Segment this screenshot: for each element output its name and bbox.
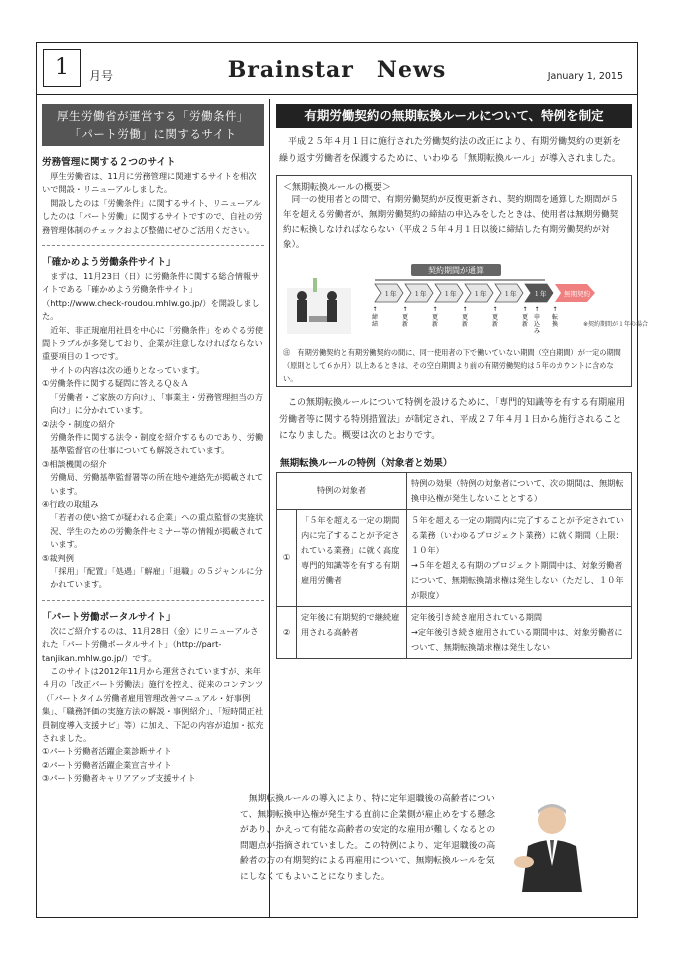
table-cell: 「５年を超える一定の期間内に完了することが予定されている業務」に就く高度専門的知識等を有する有期雇用労働者 (297, 509, 407, 606)
section-title: 「確かめよう労働条件サイト」 (42, 257, 176, 269)
hand (514, 856, 534, 868)
list-item-detail: 労働局、労働基準監督署等の所在地や連絡先が掲載されています。 (50, 472, 264, 496)
issue-month: 月号 (89, 69, 114, 83)
box-title: ＜無期転換ルールの概要＞ (283, 183, 391, 193)
businessman-photo (508, 796, 596, 892)
list-item-detail: 「若者の使い捨てが疑われる企業」への重点監督の実施状況、学生のための労働条件セミナー等の情報が掲載されています。 (50, 512, 264, 550)
year-label: １年 (473, 290, 487, 298)
year-label: １年 (383, 290, 397, 298)
divider (42, 600, 264, 601)
issue-date: January 1, 2015 (547, 71, 623, 82)
list-item-detail: 労働条件に関する法令・制度を紹介するものであり、労働基準監督官の仕事についても解説されています。 (50, 431, 264, 456)
person-right-head (327, 291, 337, 301)
row-number: ② (277, 606, 297, 658)
list-item: ③相談機関の紹介 (42, 458, 107, 469)
section-title: 「パート労働ポータルサイト」 (42, 611, 176, 623)
person-left-head (297, 291, 307, 301)
event-arrow: ↑ (372, 306, 378, 313)
paragraph: まずは、11月23日（日）に労働条件に関する総合情報サイトである「確かめよう労働条件サイト」（http://www.check-roudou.mhlw.go.jp/）を開設しました。 (42, 271, 260, 322)
column-header: 特例の対象者 (277, 472, 407, 509)
list-item: ②パート労働者活躍企業宣言サイト (42, 759, 172, 770)
event-label-char: 新 (461, 321, 469, 328)
box-note: ㊟ 有期労働契約と有期労働契約の間に、同一使用者の下で働いていない期間（空白期間）が一定の期間（原則として６か月）以上あるときは、その空白期間より前の有期労働契約は５年のカウントに含めない。 (283, 348, 621, 383)
list-item-detail: 「採用」「配置」「処遇」「解雇」「退職」の５ジャンルに分かれています。 (50, 565, 263, 590)
table-row (277, 509, 632, 606)
period-label: 契約期間が通算 (428, 266, 484, 275)
list-item: ③パート労働者キャリアアップ支援サイト (42, 773, 196, 784)
office-illustration (287, 278, 351, 334)
left-heading-line2: 「パート労働」に関するサイト (69, 127, 237, 141)
list-item: ①パート労働者活躍企業診断サイト (42, 746, 172, 757)
special-rule-table (276, 472, 632, 659)
event-label-char: 更 (431, 314, 439, 321)
event-label-char: 新 (521, 321, 529, 328)
list-item: ④行政の取組み (42, 498, 99, 509)
event-arrow: ↑ (402, 306, 408, 313)
paragraph: サイトの内容は次の通りとなっています。 (50, 364, 205, 375)
person-left (297, 300, 307, 322)
event-label-char: 更 (521, 314, 529, 321)
year-label: １年 (413, 290, 427, 298)
event-label-char: 新 (431, 321, 439, 328)
closing-paragraph: 無期転換ルールの導入により、特に定年退職後の高齢者について、無期転換申込権が発生する直前に企業側が雇止めをする懸念があり、かえって有能な高齢者の安定的な雇用が難しくなるとの問題点が指摘されていました。この特例により、定年退職後の高齢者の方の有期契約による再雇用について、無期転換ルールを気にしなくてもよいことになりました。 (240, 794, 496, 882)
paragraph: 近年、非正規雇用社員を中心に「労働条件」をめぐる労使間トラブルが多発しており、企業が注意しなければならない重要項目の１つです。 (42, 324, 264, 362)
event-label-char: 更 (491, 314, 499, 321)
paragraph: 厚生労働省は、11月に労務管理に関連するサイトを相次いで開設・リニューアルしました。 (42, 171, 257, 195)
paragraph: このサイトは2012年11月から運営されていますが、来年４月の「改正パート労働法」施行を控え、従来のコンテンツ（「パートタイム労働者雇用管理改善マニュアル・好事例集」、「職務評価の実施方法の解説・事例紹介」、「短時間正社員制度導入支援ナビ」等）に加え、下記の内容が追加・拡充されました。 (42, 666, 264, 744)
year-label: １年 (533, 290, 547, 298)
table-cell: 定年後に有期契約で継続雇用される高齢者 (297, 606, 407, 658)
event-label-char: 更 (401, 314, 409, 321)
paragraph: 平成２５年４月１日に施行された労働契約法の改正により、有期労働契約の更新を繰り返す労働者を保護するために、いわゆる「無期転換ルール」が導入されました。 (279, 137, 622, 164)
right-column (276, 104, 649, 659)
effect-line: →定年後引き続き雇用されている期間中は、対象労働者について、無期転換請求権は発生しない (411, 626, 623, 652)
event-label-char: 申 (533, 314, 541, 321)
event-label-char: 新 (491, 321, 499, 328)
person-right (327, 300, 337, 322)
event-label-char: 結 (371, 321, 379, 328)
list-item-detail: 「労働者・ご家族の方向け」、「事業主・労務管理担当の方向け」に分かれています。 (50, 391, 264, 416)
table-cell (407, 509, 632, 606)
left-heading (42, 104, 264, 146)
office-background (287, 288, 351, 334)
list-item: ①労働条件に関する疑問に答えるＱ＆Ａ (42, 378, 189, 389)
event-label-char: 転 (551, 314, 559, 321)
event-arrow: ↑ (534, 306, 540, 313)
event-label-char: 新 (401, 321, 409, 328)
year-label: １年 (503, 290, 517, 298)
note-label: ※契約期間が１年の場合 (583, 321, 649, 328)
contract-period-diagram (283, 260, 649, 344)
event-label-char: 更 (461, 314, 469, 321)
left-column (42, 104, 264, 786)
mukei-label: 無期契約 (564, 290, 590, 298)
event-label-char: み (533, 328, 541, 335)
divider (42, 245, 264, 246)
newsletter-title: Brainstar News (227, 57, 447, 83)
table-row (277, 606, 632, 658)
table-cell (407, 606, 632, 658)
header (37, 43, 637, 95)
plant (313, 278, 317, 292)
event-arrow: ↑ (492, 306, 498, 313)
paragraph: この無期転換ルールについて特例を設けるために、「専門的知識等を有する有期雇用労働者等に関する特別措置法」が制定され、平成２７年４月１日から施行されることになりました。概要は次のとおりです。 (279, 398, 626, 441)
list-item: ⑤裁判例 (42, 552, 74, 563)
list-item: ②法令・制度の紹介 (42, 418, 115, 429)
effect-line: 定年後引き続き雇用されている期間 (411, 611, 543, 622)
event-marks (372, 306, 558, 335)
year-arrows (375, 284, 595, 302)
section-title: 労務管理に関する２つのサイト (42, 157, 176, 168)
column-header: 特例の効果（特例の対象者について、次の期間は、無期転換申込権が発生しないこととする） (407, 472, 632, 509)
event-label-char: 込 (533, 321, 541, 328)
year-label: １年 (443, 290, 457, 298)
right-heading: 有期労働契約の無期転換ルールについて、特例を制定 (276, 104, 632, 128)
effect-line: →５年を超える有期のプロジェクト期間中は、対象労働者について、無期転換請求権は発生しない（ただし、１０年が限度） (411, 559, 624, 600)
row-number: ① (277, 509, 297, 606)
effect-line: ５年を超える一定の期間内に完了することが予定されている業務（いわゆるプロジェクト業務）に就く期間（上限：１０年） (411, 514, 624, 555)
event-label-char: 締 (371, 314, 379, 321)
box-text: 同一の使用者との間で、有期労働契約が反復更新され、契約期間を通算した期間が５年を超える労働者が、無期労働契約の締結の申込みをしたときは、使用者は無期労働契約に転換しなければならない（平成２５年４月１日以後に締結した有期労働契約が対象）。 (283, 195, 619, 250)
event-arrow: ↑ (522, 306, 528, 313)
paragraph: 開設したのは「労働条件」に関するサイト、リニューアルしたのは「パート労働」に関するサイトですので、自社の労務管理体制のチェックおよび整備にぜひご活用ください。 (42, 197, 263, 235)
event-arrow: ↑ (432, 306, 438, 313)
desk (309, 316, 327, 322)
table-title: 無期転換ルールの特例（対象者と効果） (280, 457, 453, 469)
event-label-char: 換 (551, 321, 559, 328)
paragraph: 次にご紹介するのは、11月28日（金）にリニューアルされた「パート労働ポータルサイト」（http://part-tanjikan.mhlw.go.jp/）です。 (42, 625, 259, 663)
event-arrow: ↑ (462, 306, 468, 313)
table-header-row (277, 472, 632, 509)
issue-number: 1 (43, 49, 81, 87)
rule-summary-box (276, 175, 649, 387)
event-arrow: ↑ (552, 306, 558, 313)
left-heading-line1: 厚生労働省が運営する「労働条件」 (57, 109, 249, 123)
